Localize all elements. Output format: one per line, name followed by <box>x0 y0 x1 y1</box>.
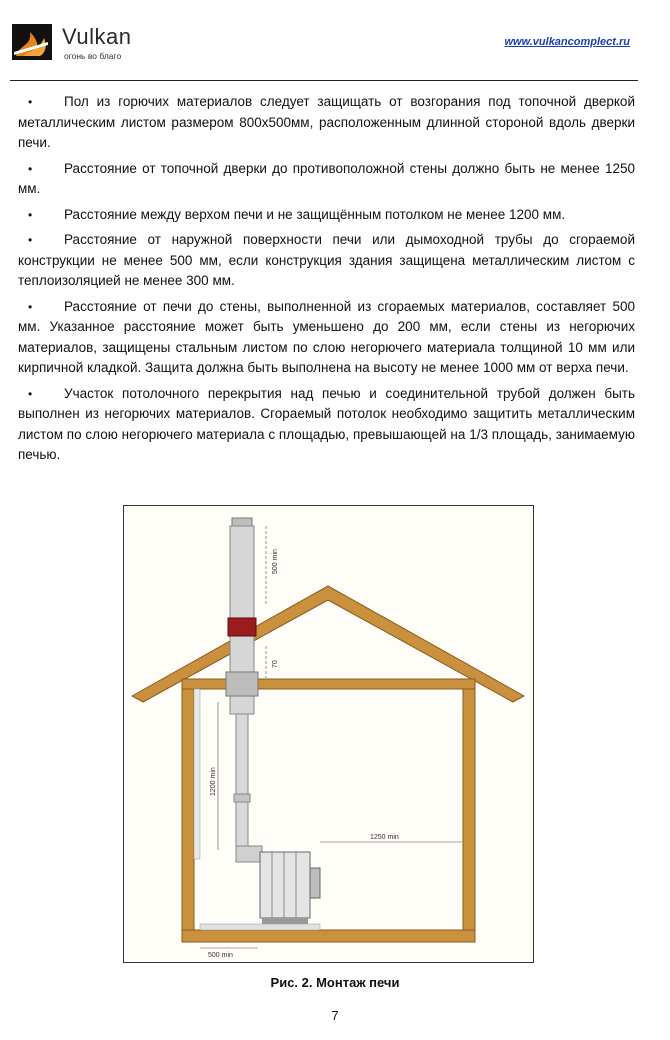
dim-label-1250: 1250 min <box>370 834 399 841</box>
list-item <box>18 384 635 466</box>
paragraph-text: Расстояние между верхом печи и не защищённым потолком не менее 1200 мм. <box>64 206 566 222</box>
document-body <box>18 92 635 471</box>
dim-label-1200: 1200 min <box>210 767 217 796</box>
bullet: • <box>28 207 33 222</box>
bullet: • <box>28 299 33 314</box>
header-divider <box>10 80 638 81</box>
left-wall <box>182 689 194 942</box>
stove-installation-figure <box>123 505 534 963</box>
wall-protection-sheet <box>194 689 200 859</box>
paragraph-text: Расстояние от наружной поверхности печи или дымоходной трубы до сгораемой конструкции не менее 500 мм, если конструкция здания защищена металлическим листом с теплоизоляцией не менее 300 мм. <box>18 232 635 288</box>
stove-legs <box>262 918 308 924</box>
list-item <box>18 159 635 200</box>
dim-label-500-top: 500 min <box>272 549 279 574</box>
bullet: • <box>28 386 33 401</box>
ceiling-passage <box>226 672 258 696</box>
bullet: • <box>28 161 33 176</box>
paragraph-text: Расстояние от печи до стены, выполненной из сгораемых материалов, составляет 500 мм. Указанное расстояние может быть уменьшено до 200 мм, если стены из негорючих материалов, защищены стальным листом по слою негорючего материала толщиной 10 мм или кирпичной кладкой. Защита должна быть выполнена на высоту не менее 1000 мм от верха печи. <box>18 298 635 375</box>
page-number: 7 <box>331 1008 339 1023</box>
paragraph-text: Расстояние от топочной дверки до противоположной стены должно быть не менее 1250 мм. <box>18 160 635 196</box>
floor <box>182 930 475 942</box>
pipe-elbow <box>236 846 262 862</box>
pipe-joint <box>234 794 250 802</box>
logo-tagline: огонь во благо <box>64 51 122 61</box>
paragraph-text: Пол из горючих материалов следует защищать от возгорания под топочной дверкой металлическим листом размером 800х500мм, расположенным длинной стороной вдоль дверки печи. <box>18 94 635 150</box>
stove-body <box>260 852 310 918</box>
stove-firebox-door <box>310 868 320 898</box>
list-item <box>18 297 635 379</box>
vulkan-logo <box>10 20 160 70</box>
figure-caption: Рис. 2. Монтаж печи <box>270 975 400 990</box>
list-item <box>18 230 635 292</box>
list-item <box>18 205 635 226</box>
list-item <box>18 92 635 154</box>
bullet: • <box>28 95 33 109</box>
roof-passage <box>228 618 256 636</box>
paragraph-text: Участок потолочного перекрытия над печью и соединительной трубой должен быть выполнен из негорючих материалов. Сгораемый потолок необходимо защитить металлическим листом по слою негорючего материала с площадью, превышающей на 1/3 площадь, занимаемую печью. <box>18 385 635 462</box>
connecting-pipe <box>236 714 248 852</box>
stove-installation-diagram <box>124 506 533 962</box>
floor-protection-sheet <box>200 924 320 930</box>
logo-name: Vulkan <box>62 24 132 49</box>
site-link[interactable]: www.vulkancomplect.ru <box>504 36 630 48</box>
page-header <box>0 0 670 84</box>
right-wall <box>463 689 475 942</box>
chimney-cap <box>232 518 252 526</box>
dim-label-500-bottom: 500 min <box>208 952 233 959</box>
bullet: • <box>28 233 33 247</box>
flame-icon <box>10 22 56 62</box>
dim-label-70: 70 <box>272 660 279 668</box>
